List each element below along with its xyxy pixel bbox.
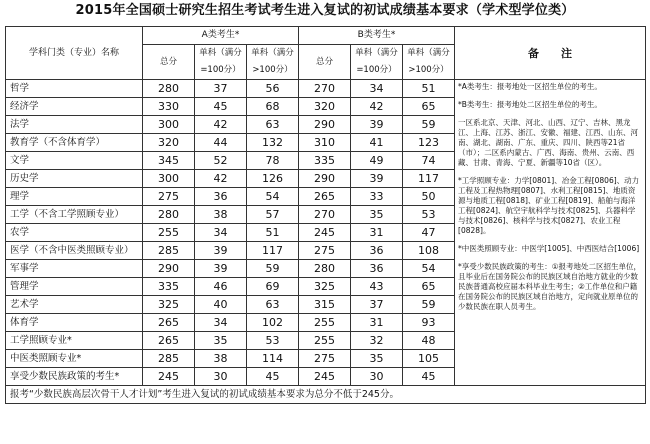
- score-cell: 37: [195, 80, 247, 98]
- score-cell: 245: [299, 368, 351, 386]
- subject-cell: 教育学（不含体育学）: [6, 134, 143, 152]
- score-cell: 57: [247, 206, 299, 224]
- score-cell: 53: [403, 206, 455, 224]
- note-paragraph: 一区系北京、天津、河北、山西、辽宁、吉林、黑龙江、上海、江苏、浙江、安徽、福建、江西、山东、河南、湖北、湖南、广东、重庆、四川、陕西等21省（市）；二区系内蒙古、广西、海南、贵州、云南、西藏、甘肃、青海、宁夏、新疆等10省（区）。: [458, 118, 639, 167]
- score-cell: 59: [403, 296, 455, 314]
- score-cell: 41: [351, 134, 403, 152]
- subject-cell: 哲学: [6, 80, 143, 98]
- score-cell: 68: [247, 98, 299, 116]
- score-cell: 285: [143, 242, 195, 260]
- score-cell: 36: [351, 260, 403, 278]
- subject-cell: 法学: [6, 116, 143, 134]
- score-cell: 310: [299, 134, 351, 152]
- score-cell: 325: [299, 278, 351, 296]
- score-cell: 280: [299, 260, 351, 278]
- subject-cell: 享受少数民族政策的考生*: [6, 368, 143, 386]
- score-cell: 45: [247, 368, 299, 386]
- score-cell: 275: [299, 242, 351, 260]
- score-cell: 31: [351, 314, 403, 332]
- score-cell: 335: [143, 278, 195, 296]
- score-cell: 51: [247, 224, 299, 242]
- score-cell: 56: [247, 80, 299, 98]
- score-cell: 255: [299, 314, 351, 332]
- score-cell: 42: [351, 98, 403, 116]
- subject-cell: 历史学: [6, 170, 143, 188]
- subject-cell: 军事学: [6, 260, 143, 278]
- note-paragraph: *工学照顾专业：力学[0801]、冶金工程[0806]、动力工程及工程热物理[0807]、水利工程[0815]、地质资源与地质工程[0818]、矿业工程[0819]、船舶与海洋工程[0824]、航空宇航科学与技术[0825]、兵器科学与技术[0826]、核科学与技术[0827]、农业工程[0828]。: [458, 176, 640, 235]
- score-cell: 108: [403, 242, 455, 260]
- score-cell: 42: [195, 170, 247, 188]
- score-cell: 117: [247, 242, 299, 260]
- score-cell: 290: [299, 116, 351, 134]
- score-cell: 320: [143, 134, 195, 152]
- subject-cell: 中医类照顾专业*: [6, 350, 143, 368]
- zone-b-header: B类考生*: [299, 27, 455, 45]
- score-cell: 50: [403, 188, 455, 206]
- score-cell: 43: [351, 278, 403, 296]
- score-cell: 45: [195, 98, 247, 116]
- score-cell: 123: [403, 134, 455, 152]
- score-cell: 36: [195, 188, 247, 206]
- score-cell: 42: [195, 116, 247, 134]
- score-cell: 33: [351, 188, 403, 206]
- score-cell: 51: [403, 80, 455, 98]
- score-cell: 105: [403, 350, 455, 368]
- score-cell: 32: [351, 332, 403, 350]
- score-cell: 265: [299, 188, 351, 206]
- score-cell: 325: [143, 296, 195, 314]
- score-cell: 39: [195, 260, 247, 278]
- score-cell: 117: [403, 170, 455, 188]
- score-cell: 270: [299, 206, 351, 224]
- score-cell: 63: [247, 116, 299, 134]
- zone-a-header: A类考生*: [143, 27, 299, 45]
- score-cell: 275: [143, 188, 195, 206]
- a-total-header: 总分: [143, 45, 195, 80]
- subject-cell: 理学: [6, 188, 143, 206]
- score-cell: 54: [403, 260, 455, 278]
- b-single100-header: 单科（满分=100分）: [351, 45, 403, 80]
- score-cell: 63: [247, 296, 299, 314]
- subject-cell: 文学: [6, 152, 143, 170]
- score-cell: 74: [403, 152, 455, 170]
- score-cell: 59: [247, 260, 299, 278]
- score-cell: 31: [351, 224, 403, 242]
- score-cell: 46: [195, 278, 247, 296]
- score-cell: 300: [143, 170, 195, 188]
- notes-cell: [455, 80, 646, 386]
- score-cell: 290: [299, 170, 351, 188]
- score-cell: 34: [195, 224, 247, 242]
- score-cell: 330: [143, 98, 195, 116]
- note-paragraph: *享受少数民族政策的考生：①报考地处二区招生单位，且毕业后在国务院公布的民族区域自治地方就业的少数民族普通高校应届本科毕业生考生；②工作单位和户籍在国务院公布的民族区域自治地方，定向就业原单位的少数民族在职人员考生。: [458, 262, 641, 311]
- score-cell: 37: [351, 296, 403, 314]
- score-cell: 285: [143, 350, 195, 368]
- subject-cell: 工学（不含工学照顾专业）: [6, 206, 143, 224]
- note-paragraph: *A类考生：报考地处一区招生单位的考生。: [458, 82, 602, 91]
- score-cell: 255: [143, 224, 195, 242]
- score-cell: 275: [299, 350, 351, 368]
- score-cell: 34: [351, 80, 403, 98]
- a-single100-header: 单科（满分=100分）: [195, 45, 247, 80]
- score-cell: 270: [299, 80, 351, 98]
- score-cell: 35: [351, 206, 403, 224]
- subject-cell: 体育学: [6, 314, 143, 332]
- score-cell: 39: [351, 170, 403, 188]
- notes-header: 备 注: [455, 27, 646, 80]
- score-cell: 39: [195, 242, 247, 260]
- subject-cell: 艺术学: [6, 296, 143, 314]
- score-cell: 114: [247, 350, 299, 368]
- subject-cell: 管理学: [6, 278, 143, 296]
- score-cell: 36: [351, 242, 403, 260]
- score-cell: 69: [247, 278, 299, 296]
- score-cell: 65: [403, 98, 455, 116]
- score-cell: 49: [351, 152, 403, 170]
- score-cell: 65: [403, 278, 455, 296]
- score-cell: 93: [403, 314, 455, 332]
- score-cell: 126: [247, 170, 299, 188]
- score-cell: 280: [143, 206, 195, 224]
- score-table: [5, 26, 646, 404]
- score-cell: 245: [299, 224, 351, 242]
- score-cell: 345: [143, 152, 195, 170]
- subject-cell: 工学照顾专业*: [6, 332, 143, 350]
- footer-note: 报考“少数民族高层次骨干人才计划”考生进入复试的初试成绩基本要求为总分不低于245分。: [6, 386, 646, 404]
- score-cell: 320: [299, 98, 351, 116]
- score-cell: 30: [195, 368, 247, 386]
- score-cell: 30: [351, 368, 403, 386]
- subject-cell: 经济学: [6, 98, 143, 116]
- score-cell: 38: [195, 206, 247, 224]
- score-cell: 45: [403, 368, 455, 386]
- score-cell: 35: [351, 350, 403, 368]
- table-row: [6, 80, 646, 98]
- score-cell: 48: [403, 332, 455, 350]
- score-cell: 39: [351, 116, 403, 134]
- score-cell: 265: [143, 332, 195, 350]
- score-cell: 132: [247, 134, 299, 152]
- subject-cell: 农学: [6, 224, 143, 242]
- score-cell: 315: [299, 296, 351, 314]
- score-cell: 54: [247, 188, 299, 206]
- page-title: 2015年全国硕士研究生招生考试考生进入复试的初试成绩基本要求（学术型学位类）: [75, 3, 575, 18]
- score-cell: 255: [299, 332, 351, 350]
- note-paragraph: *B类考生：报考地处二区招生单位的考生。: [458, 100, 602, 109]
- a-single-over100-header: 单科（满分>100分）: [247, 45, 299, 80]
- score-cell: 290: [143, 260, 195, 278]
- b-total-header: 总分: [299, 45, 351, 80]
- score-cell: 34: [195, 314, 247, 332]
- score-cell: 53: [247, 332, 299, 350]
- score-cell: 280: [143, 80, 195, 98]
- subject-column-header: 学科门类（专业）名称: [6, 27, 143, 80]
- score-cell: 35: [195, 332, 247, 350]
- score-cell: 265: [143, 314, 195, 332]
- score-cell: 38: [195, 350, 247, 368]
- score-cell: 102: [247, 314, 299, 332]
- score-cell: 40: [195, 296, 247, 314]
- score-cell: 300: [143, 116, 195, 134]
- subject-cell: 医学（不含中医类照顾专业）: [6, 242, 143, 260]
- score-cell: 47: [403, 224, 455, 242]
- b-single-over100-header: 单科（满分>100分）: [403, 45, 455, 80]
- score-cell: 245: [143, 368, 195, 386]
- score-cell: 44: [195, 134, 247, 152]
- score-cell: 335: [299, 152, 351, 170]
- score-cell: 52: [195, 152, 247, 170]
- score-cell: 78: [247, 152, 299, 170]
- score-cell: 59: [403, 116, 455, 134]
- note-paragraph: *中医类照顾专业：中医学[1005]、中西医结合[1006]: [458, 244, 640, 253]
